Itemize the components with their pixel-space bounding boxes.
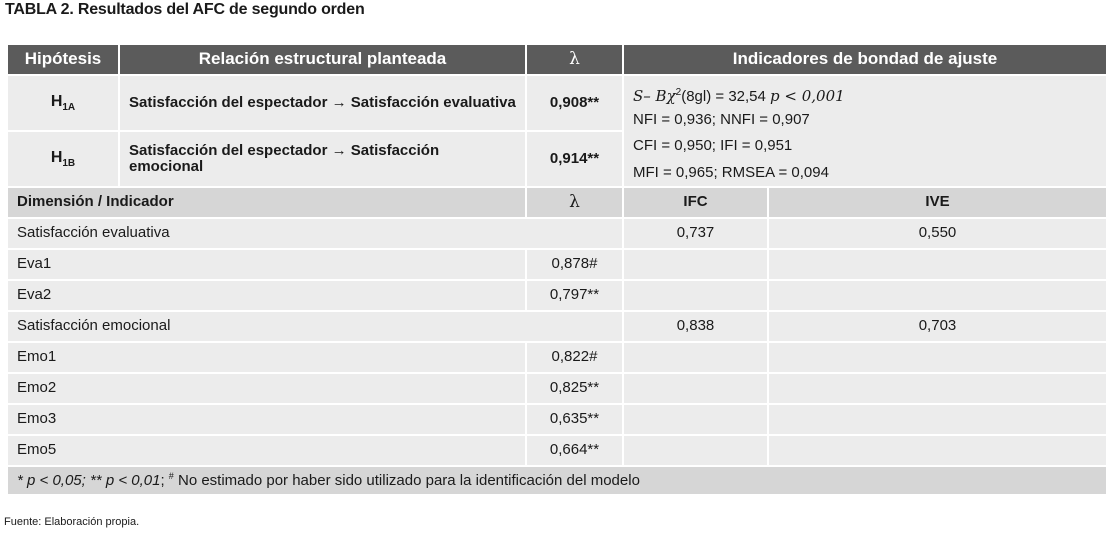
header-dimension: Dimensión / Indicador	[7, 187, 526, 218]
row-ifc	[623, 342, 768, 373]
row-ifc: 0,838	[623, 311, 768, 342]
row-ifc	[623, 435, 768, 466]
row-lambda: 0,797**	[526, 280, 623, 311]
table-source: Fuente: Elaboración propia.	[4, 516, 140, 528]
row-ive	[768, 280, 1107, 311]
table-row	[7, 218, 1107, 249]
fit-line-cfi: CFI = 0,950; IFI = 0,951	[633, 137, 793, 154]
row-lambda: 0,822#	[526, 342, 623, 373]
header-ive: IVE	[768, 187, 1107, 218]
table-caption: TABLA 2. Resultados del AFC de segundo orden	[5, 1, 365, 18]
row-ifc	[623, 404, 768, 435]
header-hipotesis: Hipótesis	[7, 44, 119, 75]
note-significance: * p < 0,05; ** p < 0,01	[17, 471, 161, 489]
table-row	[7, 435, 1107, 466]
row-ifc	[623, 249, 768, 280]
results-table	[6, 43, 1108, 496]
row-ifc	[623, 280, 768, 311]
hypothesis-relation: Satisfacción del espectador → Satisfacción emocional	[119, 131, 526, 187]
table-note: * p < 0,05; ** p < 0,01; # No estimado por haber sido utilizado para la identificación del modelo	[7, 466, 1107, 495]
hypothesis-code: $H_{1B}$	[7, 131, 119, 187]
hypothesis-row	[7, 75, 1107, 131]
row-lambda: 0,825**	[526, 373, 623, 404]
row-label: Satisfacción emocional	[7, 311, 623, 342]
hypothesis-lambda: 0,908**	[526, 75, 623, 131]
table-row	[7, 404, 1107, 435]
row-ive	[768, 373, 1107, 404]
row-ive	[768, 435, 1107, 466]
note-text: No estimado por haber sido utilizado para la identificación del modelo	[173, 471, 640, 489]
hypothesis-relation: Satisfacción del espectador → Satisfacción evaluativa	[119, 75, 526, 131]
row-lambda: 0,635**	[526, 404, 623, 435]
note-hash: #	[168, 470, 174, 481]
fit-line-mfi: MFI = 0,965; RMSEA = 0,094	[633, 163, 829, 181]
fit-line-nfi: NFI = 0,936; NNFI = 0,907	[633, 110, 810, 128]
hypothesis-lambda: 0,914**	[526, 131, 623, 187]
hypothesis-code: $H_{1A}$	[7, 75, 119, 131]
table-row	[7, 280, 1107, 311]
table-header-row	[7, 44, 1107, 75]
dimension-header-row	[7, 187, 1107, 218]
header-lambda: λ	[526, 44, 623, 75]
row-ive: 0,703	[768, 311, 1107, 342]
table-row	[7, 311, 1107, 342]
row-label: Emo3	[7, 404, 526, 435]
row-ive	[768, 404, 1107, 435]
row-ive	[768, 342, 1107, 373]
header-relacion: Relación estructural planteada	[119, 44, 526, 75]
row-ive	[768, 249, 1107, 280]
row-ifc: 0,737	[623, 218, 768, 249]
fit-indicators	[623, 75, 1107, 187]
row-ifc	[623, 373, 768, 404]
row-label: Eva1	[7, 249, 526, 280]
header-dim-lambda: λ	[526, 187, 623, 218]
row-label: Emo1	[7, 342, 526, 373]
row-ive: 0,550	[768, 218, 1107, 249]
row-lambda: 0,664**	[526, 435, 623, 466]
header-ifc: IFC	[623, 187, 768, 218]
table-note-row	[7, 466, 1107, 495]
row-label: Emo2	[7, 373, 526, 404]
row-label: Emo5	[7, 435, 526, 466]
table-row	[7, 342, 1107, 373]
table-row	[7, 373, 1107, 404]
row-label: Eva2	[7, 280, 526, 311]
fit-line-chi: S– $B\chi^2(8gl) = 32,54$ p < 0,001	[633, 87, 845, 105]
row-lambda: 0,878#	[526, 249, 623, 280]
header-indicadores: Indicadores de bondad de ajuste	[623, 44, 1107, 75]
table-row	[7, 249, 1107, 280]
row-label: Satisfacción evaluativa	[7, 218, 623, 249]
